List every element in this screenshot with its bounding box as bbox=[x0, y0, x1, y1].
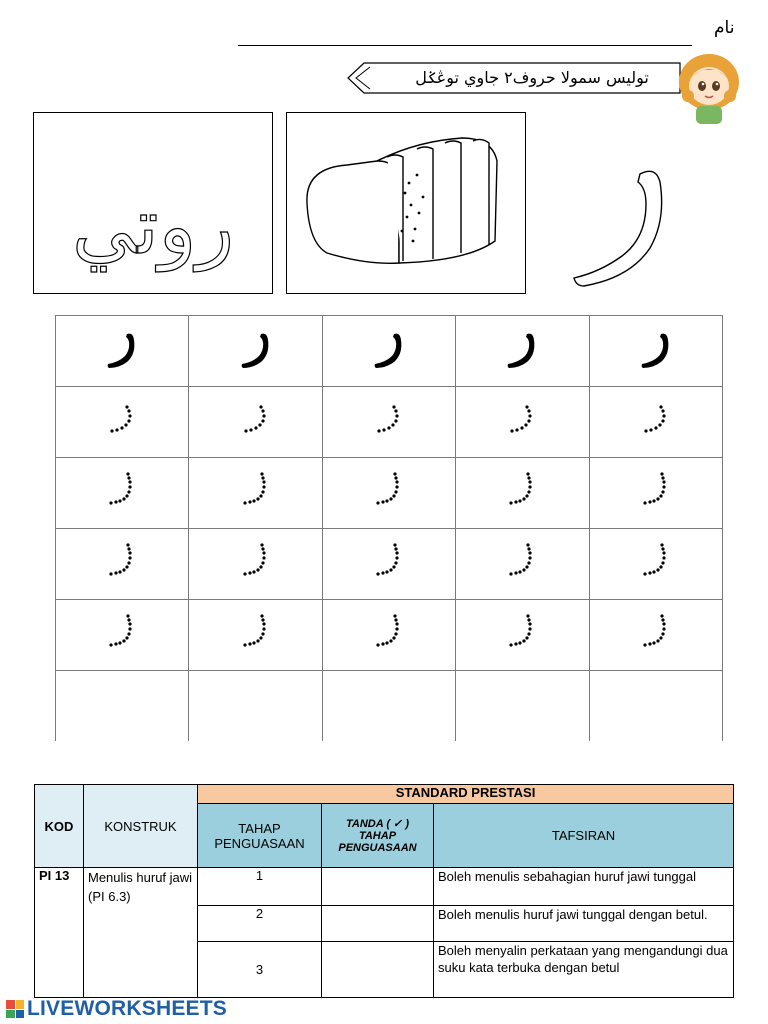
grid-cell[interactable] bbox=[322, 600, 455, 671]
grid-cell[interactable] bbox=[589, 600, 722, 671]
grid-cell[interactable] bbox=[589, 316, 722, 387]
letter-ra-dotted[interactable] bbox=[364, 608, 414, 658]
grid-cell[interactable] bbox=[322, 458, 455, 529]
letter-ra-solid bbox=[231, 324, 281, 374]
svg-text:روتي: روتي bbox=[71, 182, 235, 272]
name-write-line[interactable] bbox=[238, 45, 692, 46]
letter-ra-dotted[interactable] bbox=[364, 395, 414, 445]
bread-picture-box bbox=[286, 112, 526, 294]
letter-ra-solid bbox=[364, 324, 414, 374]
grid-cell[interactable] bbox=[456, 600, 589, 671]
kod-value: PI 13 bbox=[35, 868, 84, 998]
grid-cell[interactable] bbox=[322, 316, 455, 387]
large-letter-outline bbox=[560, 160, 680, 290]
rubric-table bbox=[34, 784, 734, 998]
tahap-header: TAHAP PENGUASAAN bbox=[198, 804, 322, 868]
tanda-3-cell[interactable] bbox=[322, 942, 434, 998]
grid-cell[interactable] bbox=[589, 387, 722, 458]
grid-row-6 bbox=[56, 671, 723, 742]
grid-cell[interactable] bbox=[189, 316, 322, 387]
grid-row-4 bbox=[56, 529, 723, 600]
grid-cell[interactable] bbox=[456, 387, 589, 458]
letter-ra-dotted[interactable] bbox=[497, 395, 547, 445]
tracing-grid bbox=[55, 315, 723, 741]
letter-ra-dotted[interactable] bbox=[497, 608, 547, 658]
letter-ra-dotted[interactable] bbox=[497, 537, 547, 587]
tafsiran-2: Boleh menulis huruf jawi tunggal dengan betul. bbox=[434, 906, 734, 942]
girl-mascot-icon bbox=[674, 50, 744, 126]
grid-cell[interactable] bbox=[322, 387, 455, 458]
grid-cell[interactable] bbox=[56, 600, 189, 671]
grid-cell[interactable] bbox=[189, 600, 322, 671]
letter-ra-dotted[interactable] bbox=[231, 608, 281, 658]
tahap-2: 2 bbox=[198, 906, 322, 942]
grid-cell[interactable] bbox=[189, 458, 322, 529]
konstruk-ref: (PI 6.3) bbox=[88, 889, 131, 904]
letter-ra-dotted[interactable] bbox=[364, 537, 414, 587]
tafsiran-header: TAFSIRAN bbox=[434, 804, 734, 868]
tanda-2-cell[interactable] bbox=[322, 906, 434, 942]
liveworksheets-logo-icon bbox=[6, 1000, 24, 1018]
tafsiran-1: Boleh menulis sebahagian huruf jawi tunggal bbox=[434, 868, 734, 906]
grid-row-3 bbox=[56, 458, 723, 529]
letter-ra-dotted[interactable] bbox=[631, 608, 681, 658]
konstruk-header: KONSTRUK bbox=[84, 785, 198, 868]
name-label: نام bbox=[714, 18, 735, 38]
grid-cell[interactable] bbox=[189, 529, 322, 600]
konstruk-cell bbox=[84, 868, 198, 998]
letter-ra-dotted[interactable] bbox=[97, 537, 147, 587]
grid-row-2 bbox=[56, 387, 723, 458]
grid-cell[interactable] bbox=[56, 316, 189, 387]
letter-ra-dotted[interactable] bbox=[364, 466, 414, 516]
tanda-header: TANDA ( ✓ ) TAHAP PENGUASAAN bbox=[322, 804, 434, 868]
letter-ra-solid bbox=[631, 324, 681, 374]
tafsiran-3: Boleh menyalin perkataan yang mengandungi dua suku kata terbuka dengan betul bbox=[434, 942, 734, 998]
letter-ra-dotted[interactable] bbox=[497, 466, 547, 516]
grid-cell[interactable] bbox=[456, 316, 589, 387]
grid-cell[interactable] bbox=[189, 387, 322, 458]
outlined-word-image bbox=[34, 113, 272, 293]
letter-ra-solid bbox=[97, 324, 147, 374]
letter-ra-dotted[interactable] bbox=[231, 466, 281, 516]
letter-ra-dotted[interactable] bbox=[631, 395, 681, 445]
konstruk-value: Menulis huruf jawi bbox=[88, 870, 193, 885]
letter-ra-dotted[interactable] bbox=[97, 466, 147, 516]
grid-cell[interactable] bbox=[189, 671, 322, 742]
letter-ra-dotted[interactable] bbox=[631, 537, 681, 587]
letter-ra-dotted[interactable] bbox=[631, 466, 681, 516]
grid-cell[interactable] bbox=[56, 458, 189, 529]
grid-cell[interactable] bbox=[456, 458, 589, 529]
grid-row-1 bbox=[56, 316, 723, 387]
worksheet-title: توليس سمولا حروف٢ جاوي توڠݢل bbox=[415, 68, 649, 87]
grid-cell[interactable] bbox=[322, 671, 455, 742]
letter-ra-dotted[interactable] bbox=[97, 395, 147, 445]
grid-cell[interactable] bbox=[322, 529, 455, 600]
kod-header: KOD bbox=[35, 785, 84, 868]
grid-cell[interactable] bbox=[589, 529, 722, 600]
grid-cell[interactable] bbox=[56, 387, 189, 458]
liveworksheets-logo[interactable] bbox=[6, 996, 227, 1022]
grid-cell[interactable] bbox=[589, 458, 722, 529]
grid-cell[interactable] bbox=[589, 671, 722, 742]
tanda-1-cell[interactable] bbox=[322, 868, 434, 906]
standard-prestasi-header: STANDARD PRESTASI bbox=[198, 785, 734, 804]
letter-ra-solid bbox=[497, 324, 547, 374]
letter-ra-dotted[interactable] bbox=[231, 537, 281, 587]
letter-ra-dotted[interactable] bbox=[231, 395, 281, 445]
grid-cell[interactable] bbox=[56, 529, 189, 600]
grid-cell[interactable] bbox=[56, 671, 189, 742]
bread-loaf-icon bbox=[287, 113, 525, 293]
grid-cell[interactable] bbox=[456, 529, 589, 600]
picture-word-box bbox=[33, 112, 273, 294]
letter-ra-dotted[interactable] bbox=[97, 608, 147, 658]
tahap-3: 3 bbox=[198, 942, 322, 998]
tahap-1: 1 bbox=[198, 868, 322, 906]
logo-text: LIVEWORKSHEETS bbox=[27, 997, 227, 1020]
grid-cell[interactable] bbox=[456, 671, 589, 742]
grid-row-5 bbox=[56, 600, 723, 671]
